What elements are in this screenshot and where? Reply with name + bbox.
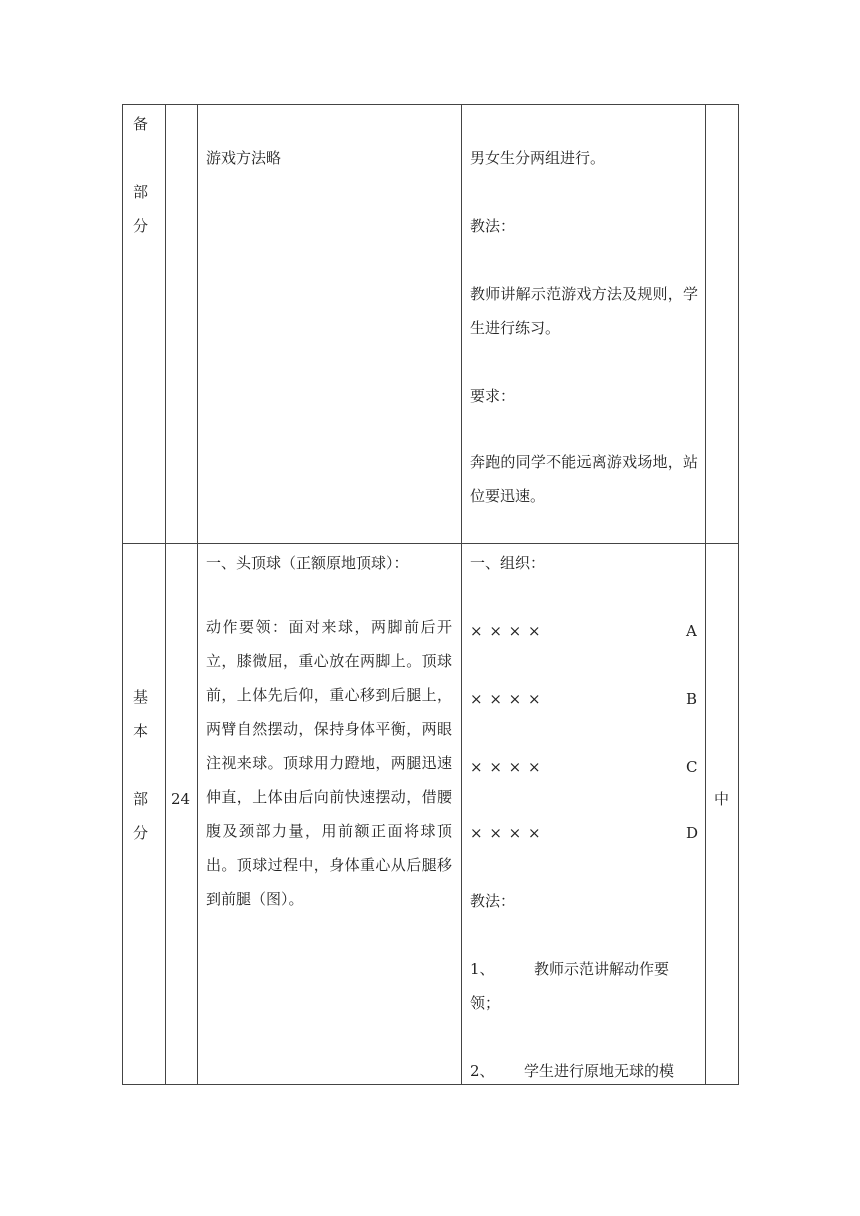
step-1-text: 教师示范讲解动作要领；: [470, 960, 670, 1012]
prep-label-char-1: 备: [133, 115, 149, 133]
basic-time-value: 24: [171, 790, 191, 808]
table-row-prep: [123, 105, 739, 544]
basic-intensity-cell: [706, 544, 739, 1085]
basic-organization-cell: [462, 544, 706, 1085]
basic-intensity-value: 中: [714, 790, 730, 808]
basic-content-body: 动作要领：面对来球，两脚前后开立，膝微屈，重心放在两脚上。顶球前，上体先后仰，重心移到后腿上，两臂自然摆动，保持身体平衡，两眼注视来球。顶球用力蹬地，两腿迅速伸直，上体由后向前快速摆动，借腰腹及颈部力量，用前额正面将球顶出。顶球过程中，身体重心从后腿移到前腿（图）。: [206, 618, 452, 908]
prep-section-label-cell: [123, 105, 166, 544]
basic-time-cell: [166, 544, 198, 1085]
formation-row-b-label: B: [686, 690, 698, 708]
basic-content-cell: [198, 544, 462, 1085]
prep-org-line-4: 要求：: [470, 387, 516, 405]
step-1-number: 1、: [470, 960, 495, 978]
formation-row-c-label: C: [686, 758, 698, 776]
formation-row-b-marks: × × × ×: [470, 690, 542, 708]
prep-label-char-3: 分: [133, 217, 149, 235]
formation-row-c-marks: × × × ×: [470, 758, 542, 776]
basic-method-title: 教法：: [470, 892, 516, 910]
prep-org-line-5: 奔跑的同学不能远离游戏场地，站位要迅速。: [470, 453, 698, 505]
basic-label-char-2: 本: [133, 722, 149, 740]
formation-row-a-label: A: [686, 622, 697, 640]
formation-row-d-marks: × × × ×: [470, 824, 542, 842]
formation-row-d-label: D: [686, 824, 699, 842]
basic-section-label-cell: [123, 544, 166, 1085]
prep-content-text: 游戏方法略: [206, 149, 282, 167]
step-2-number: 2、: [470, 1062, 495, 1080]
prep-intensity-cell: [706, 105, 739, 544]
basic-label-char-4: 分: [133, 824, 149, 842]
formation-row-a-marks: × × × ×: [470, 622, 542, 640]
basic-label-char-1: 基: [133, 688, 149, 706]
step-2-text: 学生进行原地无球的模: [524, 1062, 675, 1080]
prep-org-line-1: 男女生分两组进行。: [470, 149, 606, 167]
prep-content-cell: [198, 105, 462, 544]
prep-time-cell: [166, 105, 198, 544]
prep-label-char-2: 部: [133, 183, 149, 201]
basic-label-char-3: 部: [133, 790, 149, 808]
basic-content-title: 一、头顶球（正额原地顶球）：: [206, 554, 409, 572]
prep-org-line-2: 教法：: [470, 217, 516, 235]
lesson-plan-table: [122, 104, 739, 1085]
prep-org-line-3: 教师讲解示范游戏方法及规则，学生进行练习。: [470, 285, 698, 337]
prep-organization-cell: [462, 105, 706, 544]
basic-org-title: 一、组织：: [470, 554, 546, 572]
table-row-basic: [123, 544, 739, 1085]
